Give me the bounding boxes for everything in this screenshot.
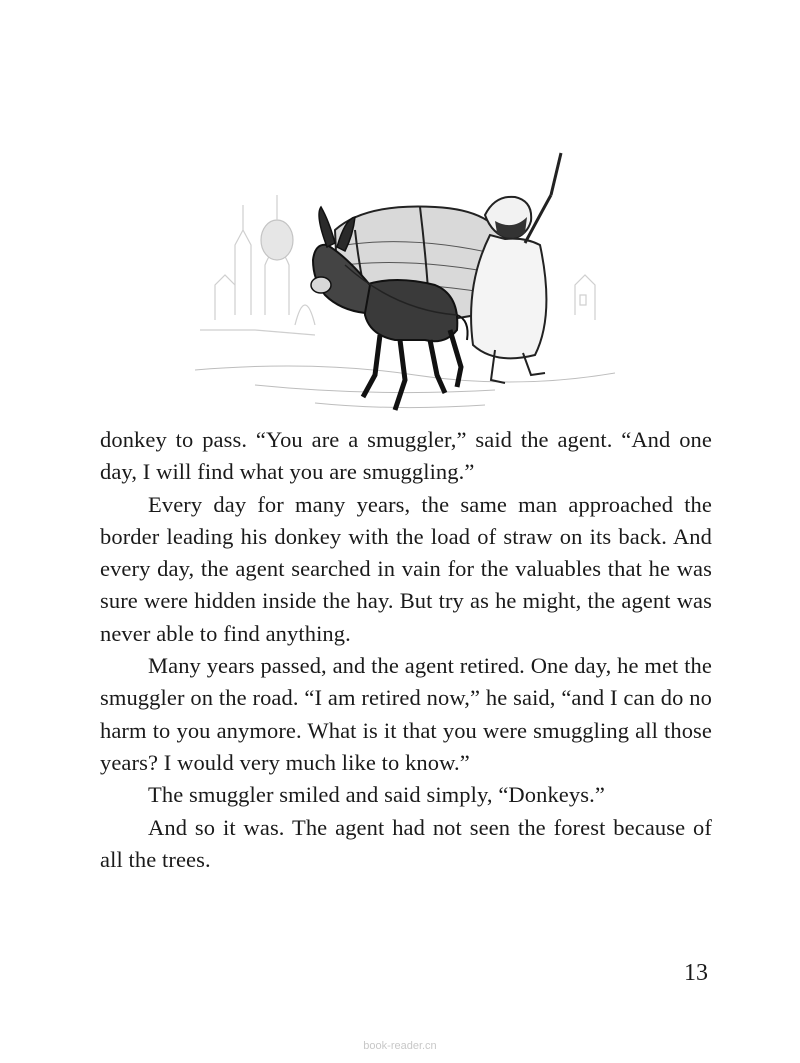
illustration-donkey-smuggler: [195, 135, 615, 425]
paragraph-4: The smuggler smiled and said simply, “Donkeys.”: [148, 782, 605, 808]
paragraph-3: Many years passed, and the agent retired. One day, he met the smuggler on the road. “I am retired now,” he said, “and I can do no harm to you anymore. What is it that you were smuggling all those years? I would very much like to know.”: [100, 653, 712, 775]
watermark: book-reader.cn: [363, 1040, 437, 1052]
man-figure: [471, 153, 561, 383]
paragraph-1: donkey to pass. “You are a smuggler,” said the agent. “And one day, I will find what you are smuggling.”: [100, 427, 712, 485]
story-text: [100, 424, 712, 876]
page-number: 13: [684, 960, 708, 986]
paragraph-2: Every day for many years, the same man approached the border leading his donkey with the load of straw on its back. And every day, the agent searched in vain for the valuables that he was sure were hidden inside the hay. But try as he might, the agent was never able to find anything.: [100, 491, 712, 646]
paragraph-5: And so it was. The agent had not seen the forest because of all the trees.: [100, 814, 712, 872]
